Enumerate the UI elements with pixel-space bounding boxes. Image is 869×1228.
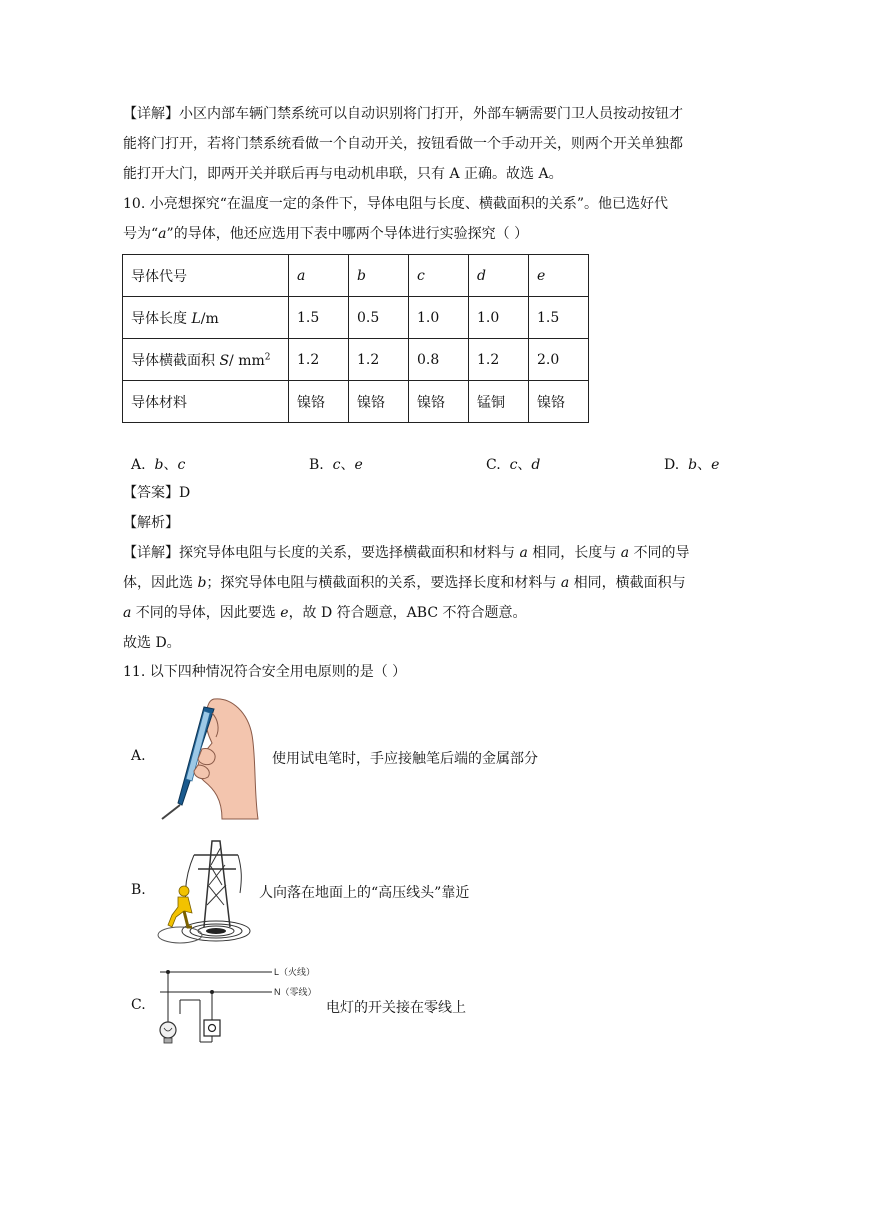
- q10-answer: 【答案】D: [123, 485, 191, 501]
- table-cell: 1.2: [469, 339, 529, 381]
- test-pen-hand-illustration: [152, 695, 268, 821]
- table-cell: 1.5: [289, 297, 349, 339]
- neutral-wire-label: N（零线）: [274, 987, 317, 997]
- q10-detail-line-4: 故选 D。: [123, 635, 181, 651]
- table-cell: 1.5: [529, 297, 589, 339]
- conductor-table: [122, 254, 589, 423]
- q11-option-a-key[interactable]: A.: [131, 748, 146, 764]
- q11-option-a-text: 使用试电笔时，手应接触笔后端的金属部分: [272, 751, 538, 767]
- table-cell: 1.0: [469, 297, 529, 339]
- table-row: [123, 339, 589, 381]
- q10-option-a[interactable]: A. b、c: [131, 457, 186, 473]
- table-cell: 镍铬: [529, 381, 589, 423]
- table-cell: 镍铬: [349, 381, 409, 423]
- q11-option-b-text: 人向落在地面上的“高压线头”靠近: [259, 885, 470, 901]
- table-cell: 导体长度 L/m: [123, 297, 289, 339]
- table-cell: 0.5: [349, 297, 409, 339]
- live-wire-label: L（火线）: [274, 967, 316, 977]
- q11-option-c-key[interactable]: C.: [131, 997, 146, 1013]
- q10-option-c[interactable]: C. c、d: [486, 457, 541, 473]
- table-cell: 2.0: [529, 339, 589, 381]
- detail-line-2: 能将门打开，若将门禁系统看做一个自动开关，按钮看做一个手动开关，则两个开关单独都: [123, 136, 683, 152]
- q11-stem: 11. 以下四种情况符合安全用电原则的是（ ）: [123, 664, 407, 680]
- table-cell: 锰铜: [469, 381, 529, 423]
- q10-stem-line-2: 号为“a”的导体，他还应选用下表中哪两个导体进行实验探究（ ）: [123, 226, 529, 242]
- q10-stem-line-1: 10. 小亮想探究“在温度一定的条件下，导体电阻与长度、横截面积的关系”。他已选好代: [123, 196, 669, 212]
- table-cell: c: [409, 255, 469, 297]
- table-row: [123, 297, 589, 339]
- table-cell: a: [289, 255, 349, 297]
- lamp-switch-circuit-diagram: [152, 962, 324, 1050]
- table-cell: d: [469, 255, 529, 297]
- table-cell: 0.8: [409, 339, 469, 381]
- q10-option-b[interactable]: B. c、e: [309, 457, 363, 473]
- q10-detail-line-1: 【详解】探究导体电阻与长度的关系，要选择横截面积和材料与 a 相同，长度与 a 不同的导: [123, 545, 690, 561]
- detail-line-3: 能打开大门，即两开关并联后再与电动机串联，只有 A 正确。故选 A。: [123, 166, 563, 182]
- table-cell: e: [529, 255, 589, 297]
- q11-option-c-text: 电灯的开关接在零线上: [326, 1000, 466, 1016]
- table-cell: 1.0: [409, 297, 469, 339]
- table-cell: 导体代号: [123, 255, 289, 297]
- table-cell: 导体横截面积 S/ $mm^2$: [123, 339, 289, 381]
- table-row: [123, 255, 589, 297]
- q10-option-d[interactable]: D. b、e: [664, 457, 720, 473]
- q10-detail-line-3: a 不同的导体，因此要选 e，故 D 符合题意，ABC 不符合题意。: [123, 605, 527, 621]
- high-voltage-tower-illustration: [154, 835, 254, 947]
- table-cell: 镍铬: [289, 381, 349, 423]
- table-cell: 1.2: [349, 339, 409, 381]
- q10-analysis-heading: 【解析】: [123, 515, 179, 531]
- table-row: [123, 381, 589, 423]
- table-cell: b: [349, 255, 409, 297]
- table-cell: 镍铬: [409, 381, 469, 423]
- q10-detail-line-2: 体，因此选 b；探究导体电阻与横截面积的关系，要选择长度和材料与 a 相同，横截面积与: [123, 575, 686, 591]
- table-cell: 1.2: [289, 339, 349, 381]
- table-cell: 导体材料: [123, 381, 289, 423]
- detail-line-1: 【详解】小区内部车辆门禁系统可以自动识别将门打开，外部车辆需要门卫人员按动按钮才: [123, 106, 683, 122]
- q11-option-b-key[interactable]: B.: [131, 882, 146, 898]
